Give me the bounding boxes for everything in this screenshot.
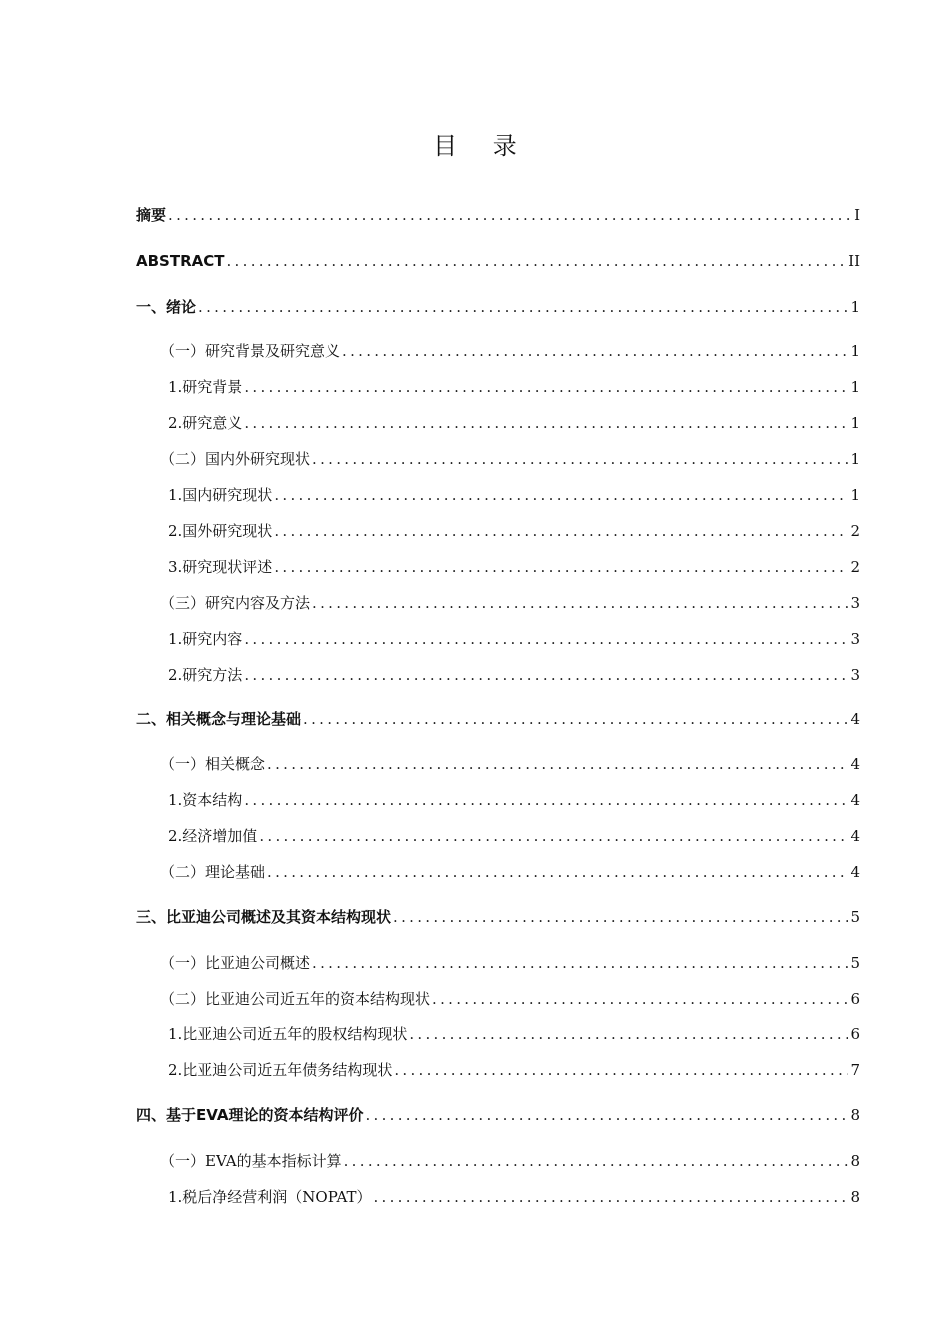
toc-entry[interactable] (168, 1184, 860, 1208)
toc-entry-title: 3.研究现状评述 (168, 558, 273, 576)
toc-leader-dots (274, 484, 848, 506)
toc-entry[interactable] (168, 482, 860, 506)
toc-entry-page: 6 (850, 990, 860, 1008)
toc-entry[interactable] (136, 706, 860, 730)
toc-entry-page: 4 (850, 755, 860, 773)
toc-entry-page: 8 (850, 1106, 860, 1124)
toc-leader-dots (312, 448, 848, 470)
toc-entry[interactable] (136, 202, 860, 226)
toc-entry-title: 2.研究意义 (168, 414, 243, 432)
toc-entry-page: 3 (850, 594, 860, 612)
toc-entry-title: （一）相关概念 (160, 755, 266, 773)
toc-entry-title: 1.比亚迪公司近五年的股权结构现状 (168, 1025, 408, 1043)
toc-entry-title: （二）国内外研究现状 (160, 450, 311, 468)
toc-entry-title: （一）比亚迪公司概述 (160, 954, 311, 972)
toc-entry-title: 2.比亚迪公司近五年债务结构现状 (168, 1061, 393, 1079)
toc-entry[interactable] (168, 626, 860, 650)
toc-entry[interactable] (160, 986, 860, 1010)
toc-entry-title: 1.税后净经营利润（NOPAT） (168, 1188, 372, 1206)
toc-entry[interactable] (160, 1148, 860, 1172)
toc-leader-dots (303, 708, 848, 730)
toc-entry-title: ABSTRACT (136, 252, 225, 270)
toc-entry-title: （一）EVA的基本指标计算 (160, 1152, 342, 1170)
toc-entry-page: 4 (850, 827, 860, 845)
toc-leader-dots (267, 753, 848, 775)
toc-entry-page: 1 (850, 378, 860, 396)
toc-entry-title: 1.研究背景 (168, 378, 243, 396)
toc-entry-title: 四、基于EVA理论的资本结构评价 (136, 1106, 364, 1124)
toc-entry-page: 5 (850, 908, 860, 926)
toc-entry-page: 1 (850, 342, 860, 360)
toc-entry[interactable] (168, 787, 860, 811)
toc-entry[interactable] (168, 1057, 860, 1081)
toc-entry-title: （三）研究内容及方法 (160, 594, 311, 612)
toc-entry-page: 2 (850, 558, 860, 576)
toc-entry-page: 5 (850, 954, 860, 972)
toc-entry[interactable] (168, 518, 860, 542)
toc-leader-dots (312, 592, 848, 614)
toc-entry-title: 2.国外研究现状 (168, 522, 273, 540)
toc-leader-dots (342, 340, 848, 362)
toc-entry-page: 1 (850, 486, 860, 504)
toc-leader-dots (259, 825, 848, 847)
toc-leader-dots (312, 952, 848, 974)
toc-entry[interactable] (160, 338, 860, 362)
toc-leader-dots (373, 1186, 848, 1208)
toc-entry-title: 二、相关概念与理论基础 (136, 710, 302, 728)
toc-leader-dots (274, 520, 848, 542)
toc-entry[interactable] (168, 662, 860, 686)
toc-entry[interactable] (160, 950, 860, 974)
toc-entry[interactable] (160, 751, 860, 775)
toc-entry-page: 4 (850, 710, 860, 728)
toc-entry-title: 1.国内研究现状 (168, 486, 273, 504)
toc-entry-title: （二）比亚迪公司近五年的资本结构现状 (160, 990, 431, 1008)
toc-entry[interactable] (136, 904, 860, 928)
toc-leader-dots (274, 556, 848, 578)
toc-entry-title: （二）理论基础 (160, 863, 266, 881)
toc-entry-page: 3 (850, 630, 860, 648)
toc-entry-title: 2.研究方法 (168, 666, 243, 684)
toc-leader-dots (168, 204, 852, 226)
toc-leader-dots (244, 789, 848, 811)
toc-entry-title: 1.资本结构 (168, 791, 243, 809)
toc-entry[interactable] (168, 410, 860, 434)
toc-entry-page: 1 (850, 414, 860, 432)
toc-leader-dots (409, 1023, 848, 1045)
toc-entry-title: 1.研究内容 (168, 630, 243, 648)
toc-entry-page: 1 (850, 450, 860, 468)
page-title: 目 录 (433, 132, 531, 160)
toc-entry-page: 8 (850, 1152, 860, 1170)
toc-entry-title: （一）研究背景及研究意义 (160, 342, 341, 360)
toc-entry-title: 一、绪论 (136, 298, 197, 316)
toc-entry-page: 4 (850, 863, 860, 881)
toc-leader-dots (244, 628, 848, 650)
toc-leader-dots (365, 1104, 848, 1126)
toc-entry[interactable] (160, 446, 860, 470)
toc-entry[interactable] (168, 554, 860, 578)
toc-leader-dots (393, 906, 848, 928)
toc-entry-title: 2.经济增加值 (168, 827, 258, 845)
toc-entry[interactable] (160, 859, 860, 883)
toc-entry[interactable] (136, 248, 860, 272)
toc-entry-title: 三、比亚迪公司概述及其资本结构现状 (136, 908, 392, 926)
toc-entry-page: 1 (850, 298, 860, 316)
toc-entry-page: 4 (850, 791, 860, 809)
toc-entry[interactable] (136, 1102, 860, 1126)
toc-entry-title: 摘要 (136, 206, 167, 224)
toc-entry-page: 7 (850, 1061, 860, 1079)
toc-entry-page: II (848, 252, 860, 270)
toc-entry-page: 2 (850, 522, 860, 540)
toc-entry[interactable] (136, 294, 860, 318)
toc-entry-page: 6 (850, 1025, 860, 1043)
toc-entry[interactable] (160, 590, 860, 614)
toc-leader-dots (244, 412, 848, 434)
toc-entry[interactable] (168, 1021, 860, 1045)
toc-entry[interactable] (168, 823, 860, 847)
toc-entry-page: I (854, 206, 860, 224)
toc-leader-dots (244, 376, 848, 398)
toc-entry-page: 3 (850, 666, 860, 684)
toc-entry-page: 8 (850, 1188, 860, 1206)
toc-entry[interactable] (168, 374, 860, 398)
toc-leader-dots (244, 664, 848, 686)
toc-leader-dots (394, 1059, 848, 1081)
toc-leader-dots (226, 250, 846, 272)
toc-leader-dots (432, 988, 848, 1010)
toc-leader-dots (198, 296, 848, 318)
toc-leader-dots (267, 861, 848, 883)
toc-leader-dots (344, 1150, 849, 1172)
